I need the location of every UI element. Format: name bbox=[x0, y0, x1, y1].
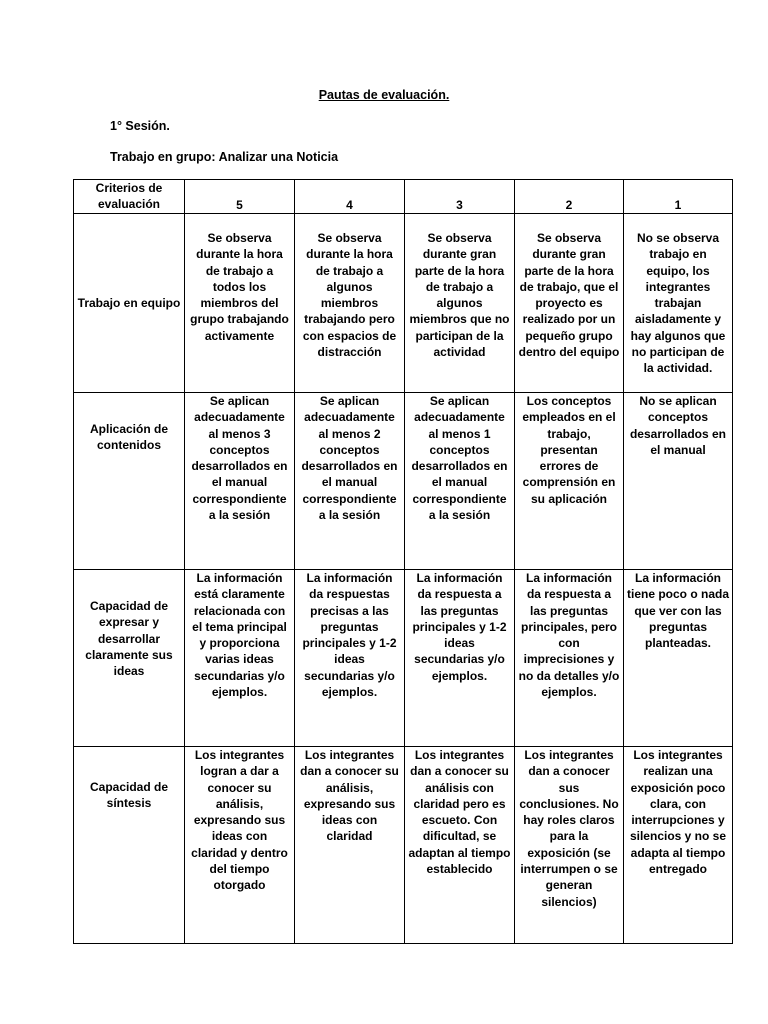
table-cell: No se aplican conceptos desarrollados en el manual bbox=[624, 393, 733, 570]
header-level-3: 3 bbox=[405, 180, 515, 214]
header-level-2: 2 bbox=[515, 180, 624, 214]
header-level-5: 5 bbox=[185, 180, 295, 214]
table-cell: Los integrantes dan a conocer su análisis, expresando sus ideas con claridad bbox=[295, 747, 405, 944]
session-heading: 1° Sesión. bbox=[110, 119, 170, 133]
table-cell: Se aplican adecuadamente al menos 1 conceptos desarrollados en el manual correspondiente a la sesión bbox=[405, 393, 515, 570]
row-label-trabajo-en-equipo: Trabajo en equipo bbox=[74, 214, 185, 393]
table-cell: Se aplican adecuadamente al menos 2 conceptos desarrollados en el manual correspondiente a la sesión bbox=[295, 393, 405, 570]
table-cell: Los integrantes logran a dar a conocer su análisis, expresando sus ideas con claridad y dentro del tiempo otorgado bbox=[185, 747, 295, 944]
table-cell: La información está claramente relacionada con el tema principal y proporciona varias ideas secundarias y/o ejemplos. bbox=[185, 570, 295, 747]
table-cell: Se aplican adecuadamente al menos 3 conceptos desarrollados en el manual correspondiente a la sesión bbox=[185, 393, 295, 570]
table-cell: Se observa durante gran parte de la hora de trabajo a algunos miembros que no participan de la actividad bbox=[405, 214, 515, 393]
table-header-row bbox=[74, 180, 733, 214]
row-label-aplicacion-de-contenidos: Aplicación de contenidos bbox=[74, 393, 185, 570]
table-row bbox=[74, 214, 733, 393]
table-cell: Los integrantes dan a conocer su análisis con claridad pero es escueto. Con dificultad, se adaptan al tiempo establecido bbox=[405, 747, 515, 944]
header-criteria: Criterios de evaluación bbox=[74, 180, 185, 214]
table-cell: La información tiene poco o nada que ver con las preguntas planteadas. bbox=[624, 570, 733, 747]
table-cell: Los integrantes realizan una exposición poco clara, con interrupciones y silencios y no se adapta al tiempo entregado bbox=[624, 747, 733, 944]
table-cell: La información da respuesta a las preguntas principales y 1-2 ideas secundarias y/o ejemplos. bbox=[405, 570, 515, 747]
table-cell: Los integrantes dan a conocer sus conclusiones. No hay roles claros para la exposición (se interrumpen o se generan silencios) bbox=[515, 747, 624, 944]
evaluation-rubric-table bbox=[73, 179, 733, 944]
activity-heading: Trabajo en grupo: Analizar una Noticia bbox=[110, 150, 339, 164]
header-level-1: 1 bbox=[624, 180, 733, 214]
table-cell: Se observa durante la hora de trabajo a todos los miembros del grupo trabajando activamente bbox=[185, 214, 295, 393]
header-level-4: 4 bbox=[295, 180, 405, 214]
table-cell: Se observa durante la hora de trabajo a algunos miembros trabajando pero con espacios de distracción bbox=[295, 214, 405, 393]
table-row bbox=[74, 747, 733, 944]
row-label-capacidad-de-sintesis: Capacidad de síntesis bbox=[74, 747, 185, 944]
row-label-capacidad-de-expresar: Capacidad de expresar y desarrollar claramente sus ideas bbox=[74, 570, 185, 747]
table-cell: Se observa durante gran parte de la hora de trabajo, que el proyecto es realizado por un pequeño grupo dentro del equipo bbox=[515, 214, 624, 393]
table-cell: La información da respuesta a las preguntas principales, pero con imprecisiones y no da detalles y/o ejemplos. bbox=[515, 570, 624, 747]
table-cell: La información da respuestas precisas a las preguntas principales y 1-2 ideas secundarias y/o ejemplos. bbox=[295, 570, 405, 747]
table-cell: Los conceptos empleados en el trabajo, presentan errores de comprensión en su aplicación bbox=[515, 393, 624, 570]
table-row bbox=[74, 570, 733, 747]
table-row bbox=[74, 393, 733, 570]
table-cell: No se observa trabajo en equipo, los integrantes trabajan aisladamente y hay algunos que no participan de la actividad. bbox=[624, 214, 733, 393]
document-title: Pautas de evaluación. bbox=[318, 88, 450, 102]
